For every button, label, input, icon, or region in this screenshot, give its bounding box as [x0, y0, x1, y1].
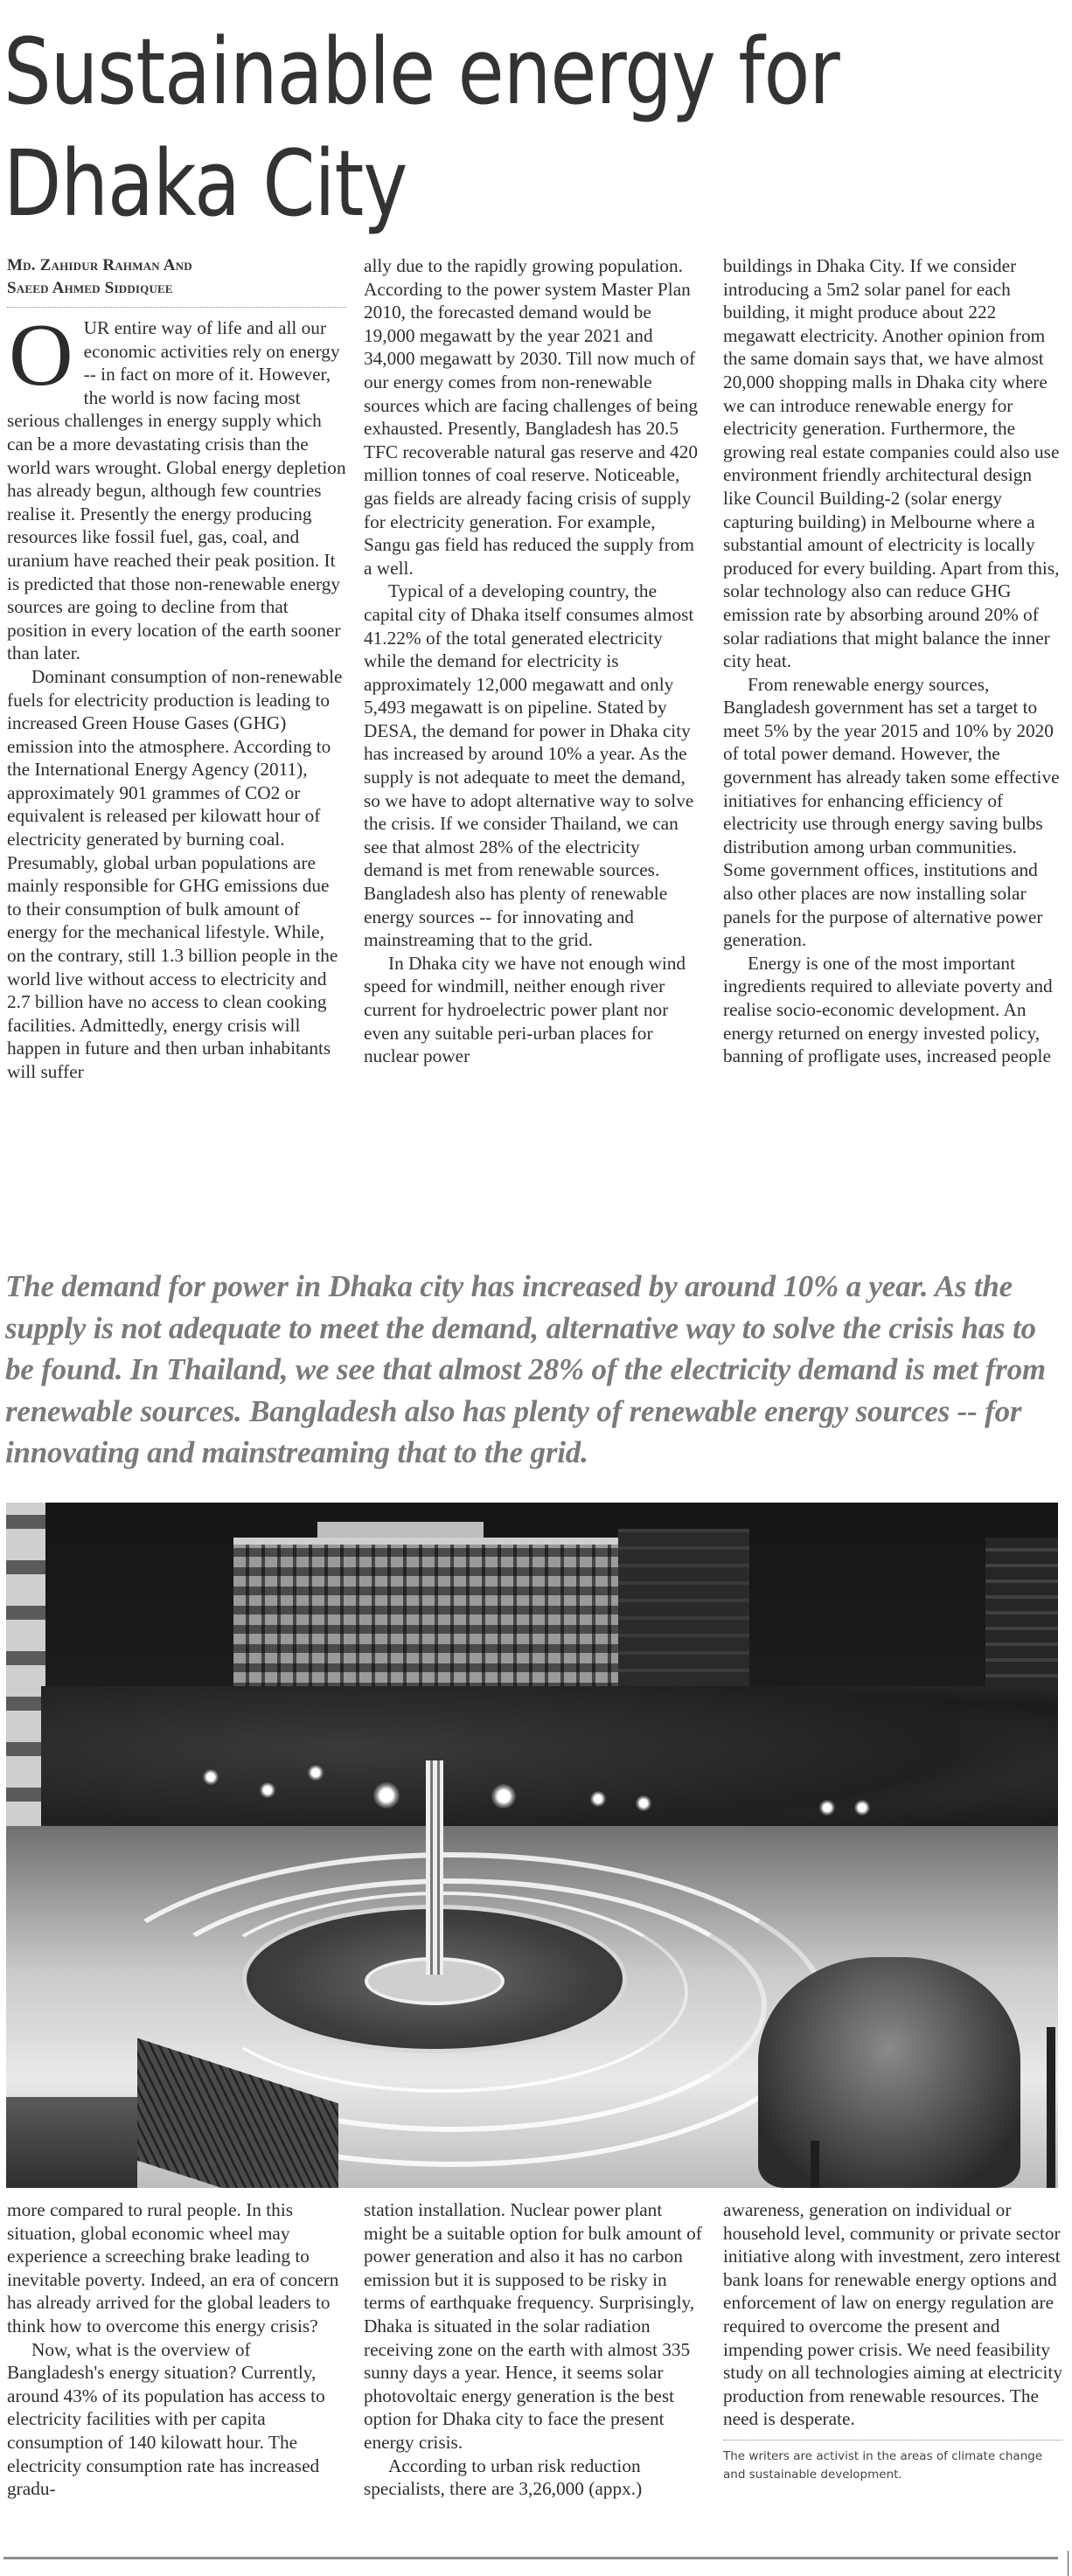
- street-lamp-icon: [819, 1800, 835, 1816]
- upper-column-2: [364, 254, 703, 1068]
- street-lamp-icon: [308, 1765, 324, 1781]
- photo-tree: [758, 1957, 1020, 2188]
- byline-author-2: Saeed Ahmed Siddiquee: [7, 279, 173, 297]
- paragraph: Typical of a developing country, the capital city of Dhaka itself consumes almost 41.22% of the total generated electricity while the demand for electricity is approximately 12,000 megawatt and only 5,493 megawatt is on pipeline. Stated by DESA, the demand for power in Dhaka city has increased by around 10% a year. As the supply is not adequate to meet the demand, so we have to adopt alternative way to solve the crisis. If we consider Thailand, we can see that almost 28% of the electricity demand is met from renewable sources. Bangladesh also has plenty of renewable energy sources -- for innovating and mainstreaming that to the grid.: [364, 580, 694, 951]
- paragraph: From renewable energy sources, Bangladesh government has set a target to meet 5% by the year 2015 and 10% by 2020 of total power demand. However, the government has already taken some effective initiatives for enhancing efficiency of electricity use through energy saving bulbs distribution among urban communities. Some government offices, institutions and also other places are now installing solar panels for the purpose of alternative power generation.: [723, 673, 1060, 951]
- page-bottom-rule: [3, 2557, 1058, 2559]
- paragraph: Dominant consumption of non-renewable fuels for electricity production is leading to increased Green House Gases (GHG) emission into the atmosphere. According to the International Energy Agency (2011), approximately 901 grammes of CO2 or equivalent is released per kilowatt hour of electricity generated by burning coal. Presumably, global urban populations are mainly responsible for GHG emissions due to their consumption of bulk amount of energy for the mechanical lifestyle. While, on the contrary, still 1.3 billion people in the world live without access to electricity and 2.7 billion have no access to clean cooking facilities. Admittedly, energy crisis will happen in future and then urban inhabitants will suffer: [7, 665, 343, 1082]
- paragraph: Energy is one of the most important ingredients required to alleviate poverty and realise socio-economic development. An energy returned on energy invested policy, banning of profligate uses, increased people: [723, 952, 1053, 1067]
- byline: [7, 254, 346, 308]
- photo-building: [618, 1529, 749, 1704]
- monument: [426, 1760, 443, 1975]
- photo-pole: [1047, 2027, 1055, 2188]
- upper-column-1: [7, 254, 346, 1084]
- lead-paragraph-text: UR entire way of life and all our economic activities rely on energy -- in fact on more of it. However, the world is now facing most serious challenges in energy supply which can be a more devastating crisis than the world wars wrought. Global energy depletion has already begun, although few countries realise it. Presently the energy producing resources like fossil fuel, gas, coal, and uranium have reached their peak position. It is predicted that those non-renewable energy sources are going to decline from that position in every location of the earth sooner than later.: [7, 317, 346, 664]
- author-note-divider: [723, 2440, 1062, 2484]
- photo-pole: [811, 2141, 819, 2188]
- paragraph: awareness, generation on individual or household level, community or private sector initiative along with investment, zero interest bank loans for renewable energy options and enforcement of law on energy regulation are required to overcome the present and impending power crisis. We need feasibility study on all technologies aiming at electricity production from renewable resources. The need is desperate.: [723, 2199, 1062, 2430]
- lower-column-3: [723, 2198, 1062, 2484]
- street-lamp-icon: [260, 1782, 275, 1798]
- byline-author-1: Md. Zahidur Rahman And: [7, 256, 192, 274]
- pull-quote: The demand for power in Dhaka city has increased by around 10% a year. As the supply is not adequate to meet the demand, alternative way to solve the crisis has to be found. In Thailand, we see that almost 28% of the electricity demand is met from renewable sources. Bangladesh also has plenty of renewable energy sources -- for innovating and mainstreaming that to the grid.: [5, 1269, 1046, 1469]
- photo-trees: [41, 1686, 1058, 1843]
- lead-paragraph: [7, 306, 346, 665]
- upper-column-3: [723, 254, 1062, 1068]
- headline: [3, 16, 1070, 240]
- street-lamp-icon: [491, 1784, 516, 1809]
- headline-line-2: Dhaka City: [3, 130, 407, 237]
- paragraph: station installation. Nuclear power plant might be a suitable option for bulk amount of power generation and also it has no carbon emission but it is supposed to be risky in terms of earthquake frequency. Surprisingly, Dhaka is situated in the solar radiation receiving zone on the earth with almost 335 sunny days a year. Hence, it seems solar photovoltaic energy generation is the best option for Dhaka city to face the present energy crisis.: [364, 2199, 702, 2453]
- paragraph: more compared to rural people. In this situation, global economic wheel may experience a screeching brake leading to inevitable poverty. Indeed, an era of concern has already arrived for the global leaders to think how to overcome this energy crisis?: [7, 2199, 339, 2336]
- paragraph: According to urban risk reduction specialists, there are 3,26,000 (appx.): [364, 2454, 643, 2500]
- paragraph: buildings in Dhaka City. If we consider introducing a 5m2 solar panel for each building, it might produce about 222 megawatt electricity. Another opinion from the same domain says that, we have almost 20,000 shopping malls in Dhaka city where we can introduce renewable energy for electricity generation. Furthermore, the growing real estate companies could also use environment friendly architectural design like Council Building-2 (solar energy capturing building) in Melbourne where a substantial amount of electricity is locally produced for every building. Apart from this, solar technology also can reduce GHG emission rate by absorbing around 20% of solar radiations that might balance the inner city heat.: [723, 255, 1060, 672]
- street-lamp-icon: [636, 1795, 651, 1811]
- lower-column-1: [7, 2198, 346, 2501]
- roundabout-night-photo: [6, 1503, 1058, 2188]
- drop-cap: O: [9, 306, 73, 405]
- street-lamp-icon: [854, 1800, 870, 1816]
- paragraph: ally due to the rapidly growing population. According to the power system Master Plan 2010, the forecasted demand would be 19,000 megawatt by the year 2021 and 34,000 megawatt by 2030. Till now much of our energy comes from non-renewable sources which are facing challenges of being exhausted. Presently, Bangladesh has 20.5 TFC recoverable natural gas reserve and 420 million tonnes of coal reserve. Noticeable, gas fields are already facing crisis of supply for electricity generation. For example, Sangu gas field has reduced the supply from a well.: [364, 255, 699, 579]
- page-edge-tick: [1068, 2551, 1069, 2576]
- headline-line-1: Sustainable energy for: [3, 18, 839, 125]
- street-lamp-icon: [203, 1769, 219, 1785]
- paragraph: In Dhaka city we have not enough wind speed for windmill, neither enough river current for hydroelectric power plant nor even any suitable peri-urban places for nuclear power: [364, 952, 686, 1067]
- street-lamp-icon: [590, 1791, 606, 1807]
- photo-building: [6, 1503, 45, 1878]
- lower-column-2: [364, 2198, 703, 2501]
- paragraph: Now, what is the overview of Bangladesh's energy situation? Currently, around 43% of its population has access to electricity facilities with per capita consumption of 140 kilowatt hour. The electricity consumption rate has increased gradu-: [7, 2338, 325, 2500]
- author-note: The writers are activist in the areas of climate change and sustainable development.: [723, 2448, 1043, 2482]
- street-lamp-icon: [373, 1782, 400, 1809]
- photo-crowd: [6, 2097, 137, 2188]
